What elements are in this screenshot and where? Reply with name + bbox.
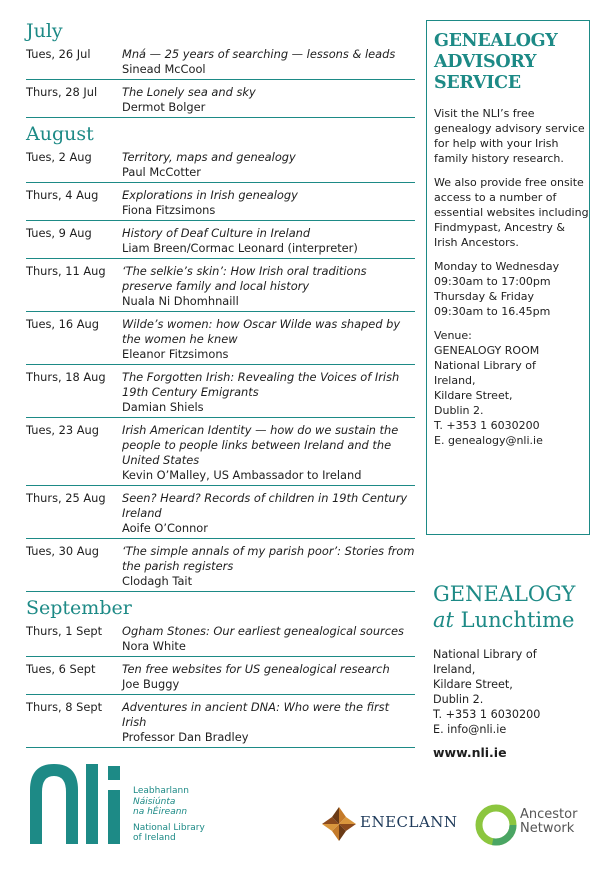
advisory-venue: Venue: GENEALOGY ROOM National Library of Ireland, Kildare Street, Dublin 2. T. +353 1 6030200 E. genealogy@nli.ie xyxy=(434,329,543,447)
event-title: Adventures in ancient DNA: Who were the first Irish xyxy=(122,700,390,729)
eneclann-logo-icon xyxy=(320,805,358,843)
event-date: Tues, 30 Aug xyxy=(26,544,99,558)
ancestor-network-logo-icon xyxy=(474,803,518,847)
event-title: ‘The simple annals of my parish poor’: Stories from the parish registers xyxy=(122,544,415,573)
event-date: Thurs, 4 Aug xyxy=(26,188,99,202)
event-speaker: Paul McCotter xyxy=(122,165,201,179)
event-title: The Forgotten Irish: Revealing the Voices of Irish 19th Century Emigrants xyxy=(122,370,400,399)
advisory-hours: Monday to Wednesday 09:30am to 17:00pm Thursday & Friday 09:30am to 16.45pm xyxy=(434,260,560,318)
event-row xyxy=(26,423,415,486)
event-title: Irish American Identity — how do we sustain the people to people links between Ireland and the United States xyxy=(122,423,399,467)
event-row xyxy=(26,317,415,365)
event-speaker: Clodagh Tait xyxy=(122,574,193,588)
event-date: Thurs, 8 Sept xyxy=(26,700,103,714)
event-date: Tues, 23 Aug xyxy=(26,423,99,437)
event-date: Tues, 6 Sept xyxy=(26,662,96,676)
event-row xyxy=(26,491,415,539)
lunchtime-address: National Library of Ireland, Kildare Street, Dublin 2. T. +353 1 6030200 E. info@nli.ie xyxy=(433,648,541,736)
ancestor-network-label: Ancestor Network xyxy=(520,807,578,836)
event-title: Ten free websites for US genealogical research xyxy=(122,662,390,676)
event-title: Territory, maps and genealogy xyxy=(122,150,296,164)
event-row xyxy=(26,47,415,80)
event-date: Tues, 16 Aug xyxy=(26,317,99,331)
event-row xyxy=(26,188,415,221)
event-title: History of Deaf Culture in Ireland xyxy=(122,226,311,240)
event-title: ‘The selkie’s skin’: How Irish oral traditions preserve family and local history xyxy=(122,264,367,293)
lunchtime-title-line2: at Lunchtime xyxy=(433,608,575,632)
event-title: Ogham Stones: Our earliest genealogical sources xyxy=(122,624,404,638)
advisory-intro: Visit the NLI’s free genealogy advisory service for help with your Irish family history research. xyxy=(434,107,585,165)
event-row xyxy=(26,700,415,748)
event-date: Tues, 9 Aug xyxy=(26,226,92,240)
advisory-heading: GENEALOGY ADVISORY SERVICE xyxy=(434,31,558,93)
event-row xyxy=(26,662,415,695)
event-speaker: Nuala Ni Dhomhnaill xyxy=(122,294,239,308)
event-row xyxy=(26,150,415,183)
advisory-websites: We also provide free onsite access to a number of essential websites including Findmypast, Ancestry & Irish Ancestors. xyxy=(434,176,589,249)
lunchtime-email[interactable]: E. info@nli.ie xyxy=(433,723,507,736)
event-date: Thurs, 1 Sept xyxy=(26,624,103,638)
event-date: Tues, 26 Jul xyxy=(26,47,91,61)
website-link[interactable]: www.nli.ie xyxy=(433,745,507,760)
event-speaker: Aoife O’Connor xyxy=(122,521,208,535)
event-title: The Lonely sea and sky xyxy=(122,85,256,99)
event-speaker: Damian Shiels xyxy=(122,400,204,414)
event-title: Explorations in Irish genealogy xyxy=(122,188,298,202)
event-date: Thurs, 25 Aug xyxy=(26,491,106,505)
event-speaker: Nora White xyxy=(122,639,186,653)
event-speaker: Joe Buggy xyxy=(122,677,180,691)
event-schedule xyxy=(26,20,415,753)
event-title: Mná — 25 years of searching — lessons & leads xyxy=(122,47,396,61)
advisory-email[interactable]: E. genealogy@nli.ie xyxy=(434,434,543,447)
event-speaker: Eleanor Fitzsimons xyxy=(122,347,229,361)
event-date: Tues, 2 Aug xyxy=(26,150,92,164)
eneclann-label: ENECLANN xyxy=(360,813,458,831)
event-row xyxy=(26,264,415,312)
lunchtime-panel xyxy=(433,581,603,760)
lunchtime-title-line1: GENEALOGY xyxy=(433,582,576,606)
event-row xyxy=(26,370,415,418)
event-title: Wilde’s women: how Oscar Wilde was shaped by the women he knew xyxy=(122,317,401,346)
event-speaker: Sinead McCool xyxy=(122,62,206,76)
nli-logo-icon xyxy=(28,760,128,846)
event-speaker: Liam Breen/Cormac Leonard (interpreter) xyxy=(122,241,358,255)
event-date: Thurs, 18 Aug xyxy=(26,370,106,384)
event-speaker: Kevin O’Malley, US Ambassador to Ireland xyxy=(122,468,362,482)
event-title: Seen? Heard? Records of children in 19th Century Ireland xyxy=(122,491,408,520)
nli-logo-text: Leabharlann Náisiúnta na hÉireann National Library of Ireland xyxy=(133,786,205,843)
event-date: Thurs, 28 Jul xyxy=(26,85,98,99)
event-speaker: Professor Dan Bradley xyxy=(122,730,249,744)
event-row xyxy=(26,624,415,657)
event-speaker: Fiona Fitzsimons xyxy=(122,203,216,217)
event-row xyxy=(26,226,415,259)
event-speaker: Dermot Bolger xyxy=(122,100,206,114)
event-row xyxy=(26,85,415,118)
month-heading: August xyxy=(26,123,94,145)
advisory-service-box xyxy=(426,20,590,535)
event-date: Thurs, 11 Aug xyxy=(26,264,106,278)
event-row xyxy=(26,544,415,592)
month-heading: September xyxy=(26,597,132,619)
month-heading: July xyxy=(26,20,63,42)
